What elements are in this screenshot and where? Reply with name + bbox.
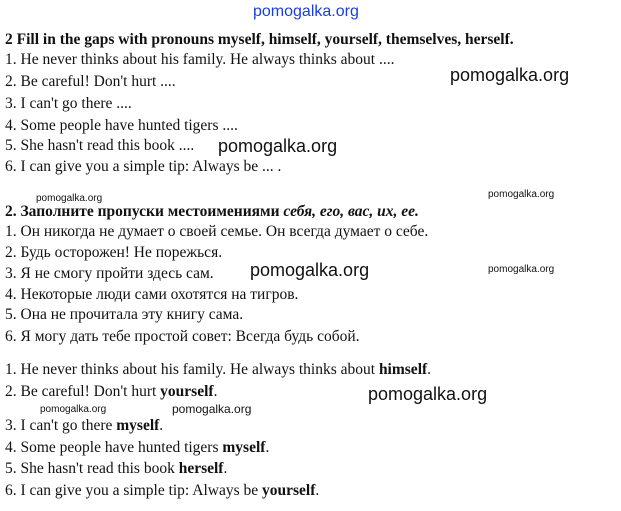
answer-item — [5, 416, 163, 436]
exercise-en-item: 4. Some people have hunted tigers .... — [5, 117, 238, 134]
watermark: pomogalka.org — [488, 264, 555, 275]
answer-pronoun: myself — [222, 439, 266, 456]
answer-item — [5, 459, 227, 479]
answer-pronoun: herself — [178, 460, 224, 477]
answer-pronoun: yourself — [160, 383, 214, 400]
watermark: pomogalka.org — [450, 65, 570, 85]
watermark: pomogalka.org — [218, 136, 338, 156]
answer-text: 5. She hasn't read this book — [5, 460, 179, 477]
answer-end: . — [427, 361, 432, 378]
exercise-en-item: 2. Be careful! Don't hurt .... — [5, 73, 176, 90]
answer-pronoun: myself — [116, 417, 160, 434]
exercise-ru-item: 2. Будь осторожен! Не порежься. — [5, 244, 223, 261]
exercise-ru-item: 6. Я могу дать тебе простой совет: Всегда будь собой. — [5, 328, 360, 345]
watermark-top: pomogalka.org — [253, 3, 359, 20]
exercise-ru-item: 1. Он никогда не думает о своей семье. Он всегда думает о себе. — [5, 223, 429, 240]
watermark: pomogalka.org — [368, 384, 488, 404]
answer-item — [5, 382, 217, 402]
exercise-en-item: 6. I can give you a simple tip: Always be ... . — [5, 158, 282, 175]
exercise-en-item: 1. He never thinks about his family. He always thinks about .... — [5, 51, 395, 68]
watermark: pomogalka.org — [488, 189, 555, 200]
answer-item — [5, 438, 269, 458]
answer-end: . — [315, 482, 320, 499]
exercise-en-item: 5. She hasn't read this book .... — [5, 137, 195, 154]
answer-end: . — [223, 460, 228, 477]
watermark: pomogalka.org — [36, 193, 103, 204]
exercise-ru-heading-plain: 2. Заполните пропуски местоимениями — [5, 203, 284, 220]
answer-item — [5, 360, 431, 380]
answer-end: . — [213, 383, 218, 400]
answer-text: 1. He never thinks about his family. He always thinks about — [5, 361, 379, 378]
answer-pronoun: himself — [378, 361, 428, 378]
exercise-en-item: 3. I can't go there .... — [5, 95, 132, 112]
exercise-ru-item: 3. Я не смогу пройти здесь сам. — [5, 265, 214, 282]
answer-end: . — [159, 417, 164, 434]
answer-end: . — [265, 439, 270, 456]
answer-text: 3. I can't go there — [5, 417, 117, 434]
answer-item — [5, 481, 319, 501]
watermark: pomogalka.org — [250, 260, 370, 280]
answer-text: 4. Some people have hunted tigers — [5, 439, 223, 456]
answer-text: 6. I can give you a simple tip: Always be — [5, 482, 262, 499]
watermark: pomogalka.org — [172, 402, 252, 416]
exercise-en-heading: 2 Fill in the gaps with pronouns myself, himself, yourself, themselves, herself. — [5, 31, 514, 48]
exercise-ru-item: 4. Некоторые люди сами охотятся на тигров. — [5, 286, 299, 303]
exercise-ru-item: 5. Она не прочитала эту книгу сама. — [5, 306, 244, 323]
exercise-ru-heading — [5, 202, 419, 222]
watermark: pomogalka.org — [40, 404, 107, 415]
answer-text: 2. Be careful! Don't hurt — [5, 383, 161, 400]
exercise-ru-heading-pronouns: себя, его, вас, их, ее. — [283, 203, 419, 220]
answer-pronoun: yourself — [262, 482, 316, 499]
